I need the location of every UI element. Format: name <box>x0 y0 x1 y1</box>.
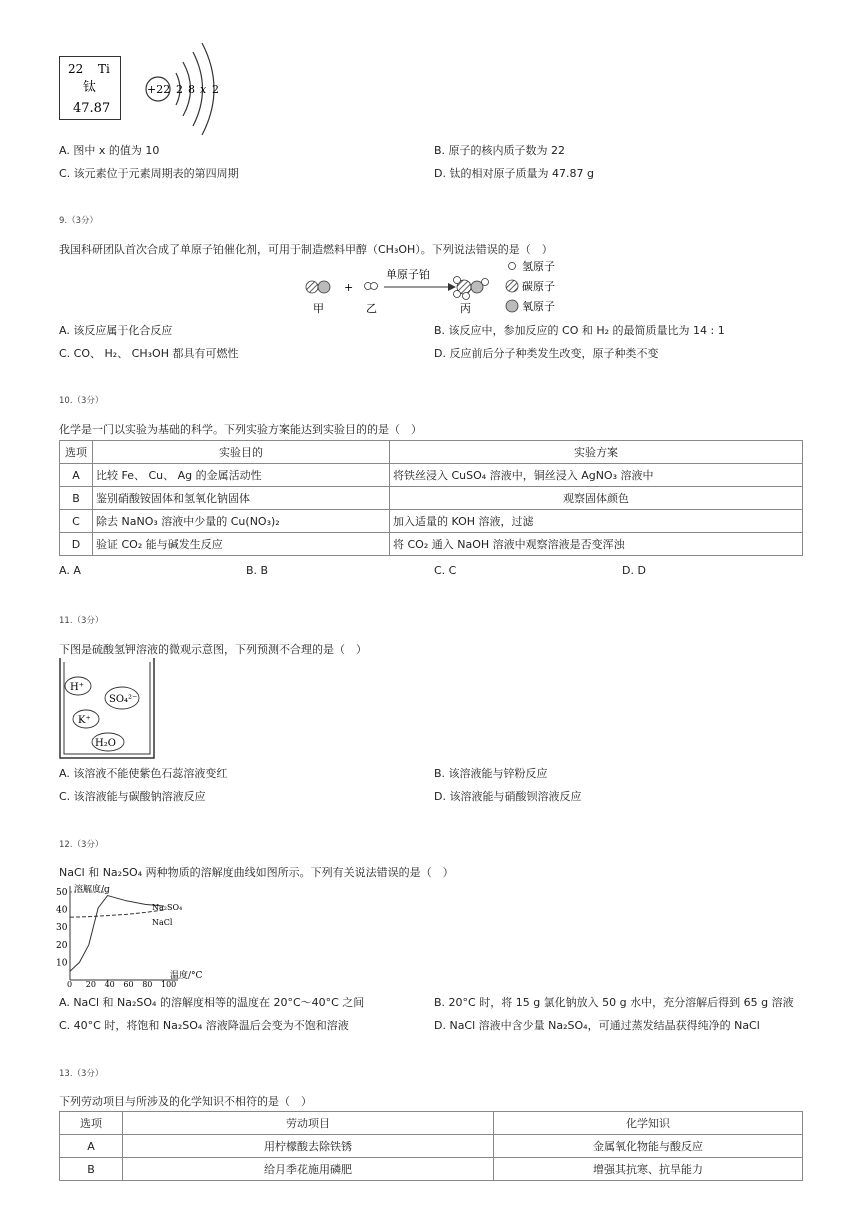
x-tick-label: 0 <box>67 980 73 988</box>
series-line-nacl <box>70 910 164 917</box>
q13-table <box>59 1111 803 1181</box>
header-cell: 选项 <box>60 1112 123 1135</box>
header-cell: 化学知识 <box>494 1112 803 1135</box>
series-label-na2so4: Na₂SO₄ <box>152 903 183 912</box>
shell-electrons-2: 8 <box>188 83 195 96</box>
hydrogen-atom <box>482 279 489 286</box>
y-tick-label: 40 <box>56 905 68 916</box>
legend-carbon: 碳原子 <box>522 280 555 293</box>
beaker-diagram <box>58 658 158 760</box>
q8-option-b[interactable]: B. 原子的核内质子数为 22 <box>434 144 566 157</box>
q10-option-b[interactable]: B. B <box>246 564 269 577</box>
q10-option-a[interactable]: A. A <box>59 564 81 577</box>
series-line-na2so4 <box>70 896 164 972</box>
y-tick-label: 10 <box>56 958 68 969</box>
label-yi: 乙 <box>366 302 377 315</box>
q11-option-d[interactable]: D. 该溶液能与硝酸钡溶液反应 <box>434 790 582 803</box>
catalyst-label: 单原子铂 <box>386 268 430 281</box>
legend-hydrogen: 氢原子 <box>522 260 555 273</box>
atom-structure-diagram <box>138 40 228 140</box>
table-cell: 验证 CO₂ 能与碱发生反应 <box>93 533 390 556</box>
table-row <box>60 1158 803 1181</box>
element-symbol: Ti <box>98 62 110 76</box>
q11-number: 11.（3分） <box>59 616 104 626</box>
table-cell: 观察固体颜色 <box>390 487 803 510</box>
legend-oxygen: 氧原子 <box>522 300 555 313</box>
shell-electrons-4: 2 <box>212 83 219 96</box>
solubility-chart <box>56 880 216 988</box>
q13-number: 13.（3分） <box>59 1069 104 1079</box>
table-header-row <box>60 441 803 464</box>
q9-option-c[interactable]: C. CO、 H₂、 CH₃OH 都具有可燃性 <box>59 347 239 360</box>
table-cell: B <box>60 1158 123 1181</box>
q8-option-c[interactable]: C. 该元素位于元素周期表的第四周期 <box>59 167 239 180</box>
ion-label: H₂O <box>95 738 116 749</box>
ion-label: K⁺ <box>78 715 91 726</box>
legend-hydrogen-icon <box>509 263 516 270</box>
header-cell: 实验方案 <box>390 441 803 464</box>
table-cell: 鉴别硝酸铵固体和氢氧化钠固体 <box>93 487 390 510</box>
q12-stem: NaCl 和 Na₂SO₄ 两种物质的溶解度曲线如图所示。下列有关说法错误的是（ ） <box>59 866 454 879</box>
table-cell: 金属氧化物能与酸反应 <box>494 1135 803 1158</box>
table-row <box>60 487 803 510</box>
q12-option-d[interactable]: D. NaCl 溶液中含少量 Na₂SO₄，可通过蒸发结晶获得纯净的 NaCl <box>434 1019 760 1032</box>
legend-oxygen-icon <box>506 300 518 312</box>
q9-stem: 我国科研团队首次合成了单原子铂催化剂，可用于制造燃料甲醇（CH₃OH）。下列说法错误的是（ ） <box>59 243 553 256</box>
q10-option-d[interactable]: D. D <box>622 564 646 577</box>
x-tick-label: 40 <box>104 980 115 988</box>
q8-option-a[interactable]: A. 图中 x 的值为 10 <box>59 144 160 157</box>
x-tick-label: 60 <box>123 980 134 988</box>
table-cell: A <box>60 1135 123 1158</box>
header-cell: 劳动项目 <box>123 1112 494 1135</box>
table-cell: A <box>60 464 93 487</box>
table-cell: 给月季花施用磷肥 <box>123 1158 494 1181</box>
q8-option-d[interactable]: D. 钛的相对原子质量为 47.87 g <box>434 167 594 180</box>
table-cell: D <box>60 533 93 556</box>
table-row <box>60 1135 803 1158</box>
q10-stem: 化学是一门以实验为基础的科学。下列实验方案能达到实验目的的是（ ） <box>59 423 422 436</box>
label-jia: 甲 <box>313 302 324 315</box>
arrow-head-icon <box>448 283 456 291</box>
table-cell: 增强其抗寒、抗旱能力 <box>494 1158 803 1181</box>
x-tick-label: 20 <box>85 980 96 988</box>
y-tick-label: 50 <box>56 888 68 898</box>
table-row <box>60 510 803 533</box>
x-tick-label: 80 <box>142 980 153 988</box>
q10-option-c[interactable]: C. C <box>434 564 457 577</box>
q11-stem: 下图是硫酸氢钾溶液的微观示意图，下列预测不合理的是（ ） <box>59 643 367 656</box>
table-cell: C <box>60 510 93 533</box>
q11-option-c[interactable]: C. 该溶液能与碳酸钠溶液反应 <box>59 790 206 803</box>
table-row <box>60 464 803 487</box>
header-cell: 选项 <box>60 441 93 464</box>
table-row <box>60 533 803 556</box>
q12-number: 12.（3分） <box>59 840 104 850</box>
q11-option-b[interactable]: B. 该溶液能与锌粉反应 <box>434 767 548 780</box>
plus-sign: + <box>344 281 354 294</box>
table-cell: 用柠檬酸去除铁锈 <box>123 1135 494 1158</box>
series-label-nacl: NaCl <box>152 918 173 927</box>
ion-label: H⁺ <box>70 682 84 693</box>
q9-number: 9.（3分） <box>59 216 99 226</box>
q9-option-b[interactable]: B. 该反应中，参加反应的 CO 和 H₂ 的最简质量比为 14 : 1 <box>434 324 725 337</box>
q10-table <box>59 440 803 556</box>
nucleus-charge: +22 <box>147 83 171 96</box>
atomic-mass: 47.87 <box>73 101 111 116</box>
q9-option-d[interactable]: D. 反应前后分子种类发生改变，原子种类不变 <box>434 347 659 360</box>
x-axis-label: 温度/°C <box>170 971 203 981</box>
element-name: 钛 <box>83 80 97 95</box>
carbon-atom <box>306 281 318 293</box>
table-cell: 比较 Fe、 Cu、 Ag 的金属活动性 <box>93 464 390 487</box>
legend-carbon-icon <box>506 280 518 292</box>
ion-label: SO₄²⁻ <box>109 694 138 705</box>
q11-option-a[interactable]: A. 该溶液不能使紫色石蕊溶液变红 <box>59 767 228 780</box>
q9-option-a[interactable]: A. 该反应属于化合反应 <box>59 324 173 337</box>
element-box <box>59 56 121 120</box>
shell-electrons-3: x <box>200 83 207 96</box>
q10-number: 10.（3分） <box>59 396 104 406</box>
q12-option-b[interactable]: B. 20°C 时，将 15 g 氯化钠放入 50 g 水中，充分溶解后得到 65 g 溶液 <box>434 996 794 1009</box>
table-cell: 将铁丝浸入 CuSO₄ 溶液中，铜丝浸入 AgNO₃ 溶液中 <box>390 464 803 487</box>
table-cell: 除去 NaNO₃ 溶液中少量的 Cu(NO₃)₂ <box>93 510 390 533</box>
y-tick-label: 20 <box>56 940 68 951</box>
label-bing: 丙 <box>460 302 471 315</box>
shell-electrons-1: 2 <box>176 83 183 96</box>
table-cell: B <box>60 487 93 510</box>
reaction-diagram <box>300 256 580 316</box>
hydrogen-atom <box>454 291 461 298</box>
header-cell: 实验目的 <box>93 441 390 464</box>
hydrogen-atom <box>371 283 378 290</box>
hydrogen-atom <box>463 293 470 300</box>
atomic-number: 22 <box>68 62 84 76</box>
y-tick-label: 30 <box>56 923 68 934</box>
table-cell: 将 CO₂ 通入 NaOH 溶液中观察溶液是否变浑浊 <box>390 533 803 556</box>
x-tick-label: 100 <box>161 980 177 988</box>
hydrogen-atom <box>454 277 461 284</box>
q12-option-a[interactable]: A. NaCl 和 Na₂SO₄ 的溶解度相等的温度在 20°C～40°C 之间 <box>59 996 365 1009</box>
oxygen-atom <box>318 281 330 293</box>
y-axis-label: 溶解度/g <box>74 885 110 895</box>
table-cell: 加入适量的 KOH 溶液，过滤 <box>390 510 803 533</box>
q13-stem: 下列劳动项目与所涉及的化学知识不相符的是（ ） <box>59 1095 312 1108</box>
q12-option-c[interactable]: C. 40°C 时，将饱和 Na₂SO₄ 溶液降温后会变为不饱和溶液 <box>59 1019 349 1032</box>
table-header-row <box>60 1112 803 1135</box>
